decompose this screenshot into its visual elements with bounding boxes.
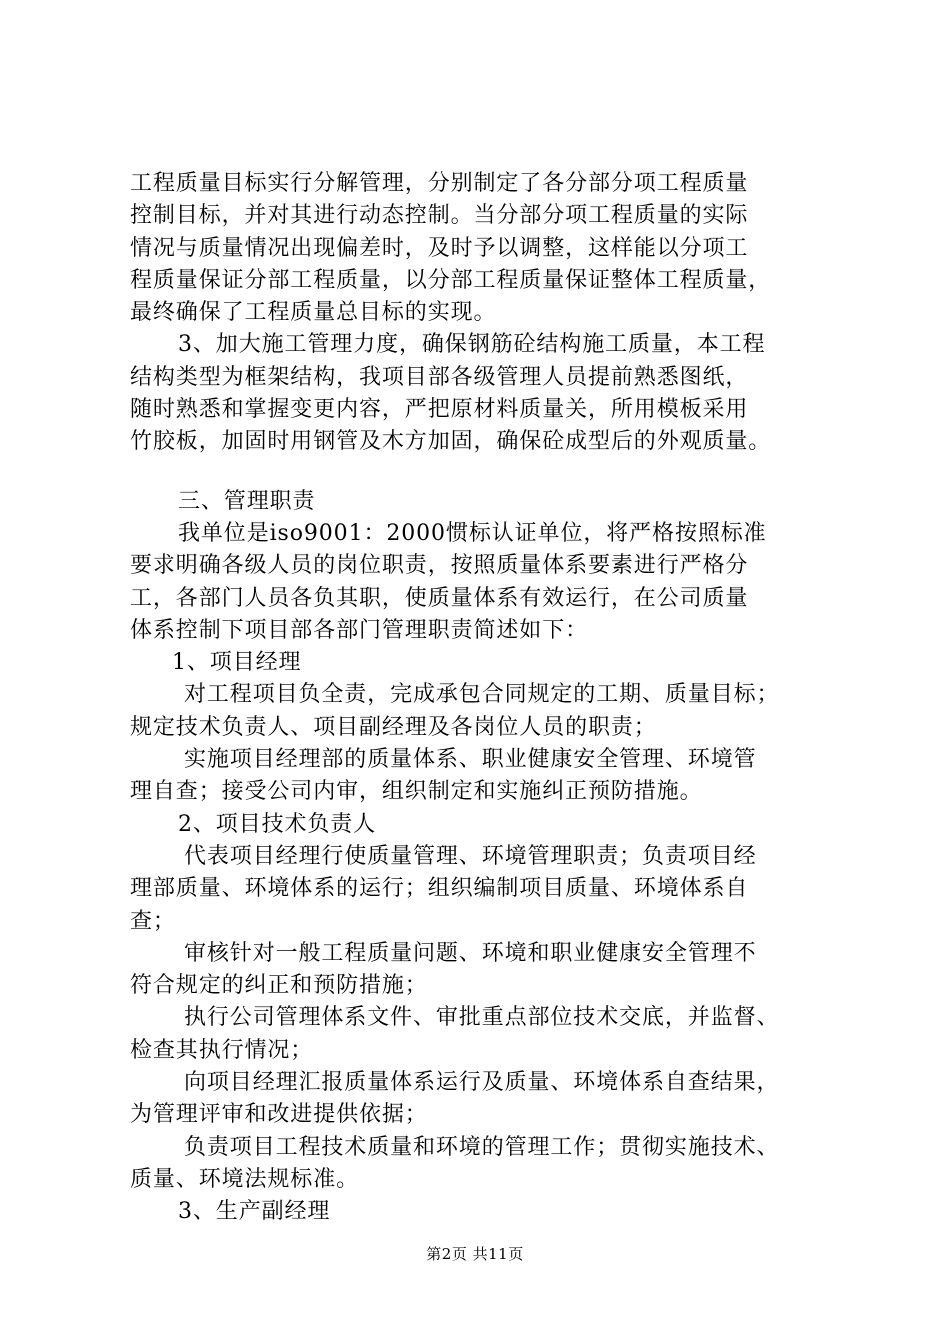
subsection-heading: 1、项目经理 (172, 650, 302, 676)
body-line: 体系控制下项目部各部门管理职责简述如下： (130, 617, 589, 643)
section-heading: 三、管理职责 (178, 488, 316, 514)
body-line: 对工程项目负全责，完成承包合同规定的工期、质量目标； (184, 682, 780, 708)
body-line: 规定技术负责人、项目副经理及各岗位人员的职责； (130, 714, 657, 740)
body-line: 负责项目工程技术质量和环境的管理工作；贯彻实施技术、 (184, 1134, 780, 1160)
body-line: 代表项目经理行使质量管理、环境管理职责；负责项目经 (184, 843, 757, 869)
body-line: 符合规定的纠正和预防措施； (130, 973, 428, 999)
body-line: 为管理评审和改进提供依据； (130, 1102, 428, 1128)
document-body (130, 168, 830, 1229)
body-line: 情况与质量情况出现偏差时，及时予以调整，这样能以分项工 (130, 235, 749, 261)
page-footer: 第2页 共11页 (426, 1245, 524, 1263)
body-line: 审核针对一般工程质量问题、环境和职业健康安全管理不 (184, 940, 757, 966)
paragraph-gap (130, 459, 830, 486)
body-line: 我单位是iso9001：2000惯标认证单位，将严格按照标准 (178, 520, 767, 546)
subsection-heading: 2、项目技术负责人 (178, 811, 377, 837)
body-line: 质量、环境法规标准。 (130, 1166, 360, 1192)
body-line: 工，各部门人员各负其职，使质量体系有效运行，在公司质量 (130, 585, 749, 611)
body-line: 竹胶板，加固时用钢管及木方加固，确保砼成型后的外观质量。 (130, 429, 772, 455)
subsection-heading: 3、生产副经理 (178, 1199, 331, 1225)
body-line: 执行公司管理体系文件、审批重点部位技术交底，并监督、 (184, 1005, 780, 1031)
body-line: 要求明确各级人员的岗位职责，按照质量体系要素进行严格分 (130, 553, 749, 579)
body-line: 随时熟悉和掌握变更内容，严把原材料质量关，所用模板采用 (130, 397, 749, 423)
body-line: 最终确保了工程质量总目标的实现。 (130, 300, 497, 326)
body-line: 理部质量、环境体系的运行；组织编制项目质量、环境体系自 (130, 876, 749, 902)
body-line: 理自查；接受公司内审，组织制定和实施纠正预防措施。 (130, 779, 703, 805)
body-line: 实施项目经理部的质量体系、职业健康安全管理、环境管 (184, 747, 757, 773)
body-line: 结构类型为框架结构，我项目部各级管理人员提前熟悉图纸， (130, 364, 749, 390)
body-line: 控制目标，并对其进行动态控制。当分部分项工程质量的实际 (130, 203, 749, 229)
body-line: 向项目经理汇报质量体系运行及质量、环境体系自查结果， (184, 1070, 780, 1096)
body-line: 查； (130, 908, 176, 934)
body-line: 程质量保证分部工程质量，以分部工程质量保证整体工程质量， (130, 267, 772, 293)
body-line: 3、加大施工管理力度，确保钢筋砼结构施工质量，本工程 (178, 332, 766, 358)
body-line: 检查其执行情况； (130, 1037, 314, 1063)
body-line: 工程质量目标实行分解管理，分别制定了各分部分项工程质量 (130, 171, 749, 196)
